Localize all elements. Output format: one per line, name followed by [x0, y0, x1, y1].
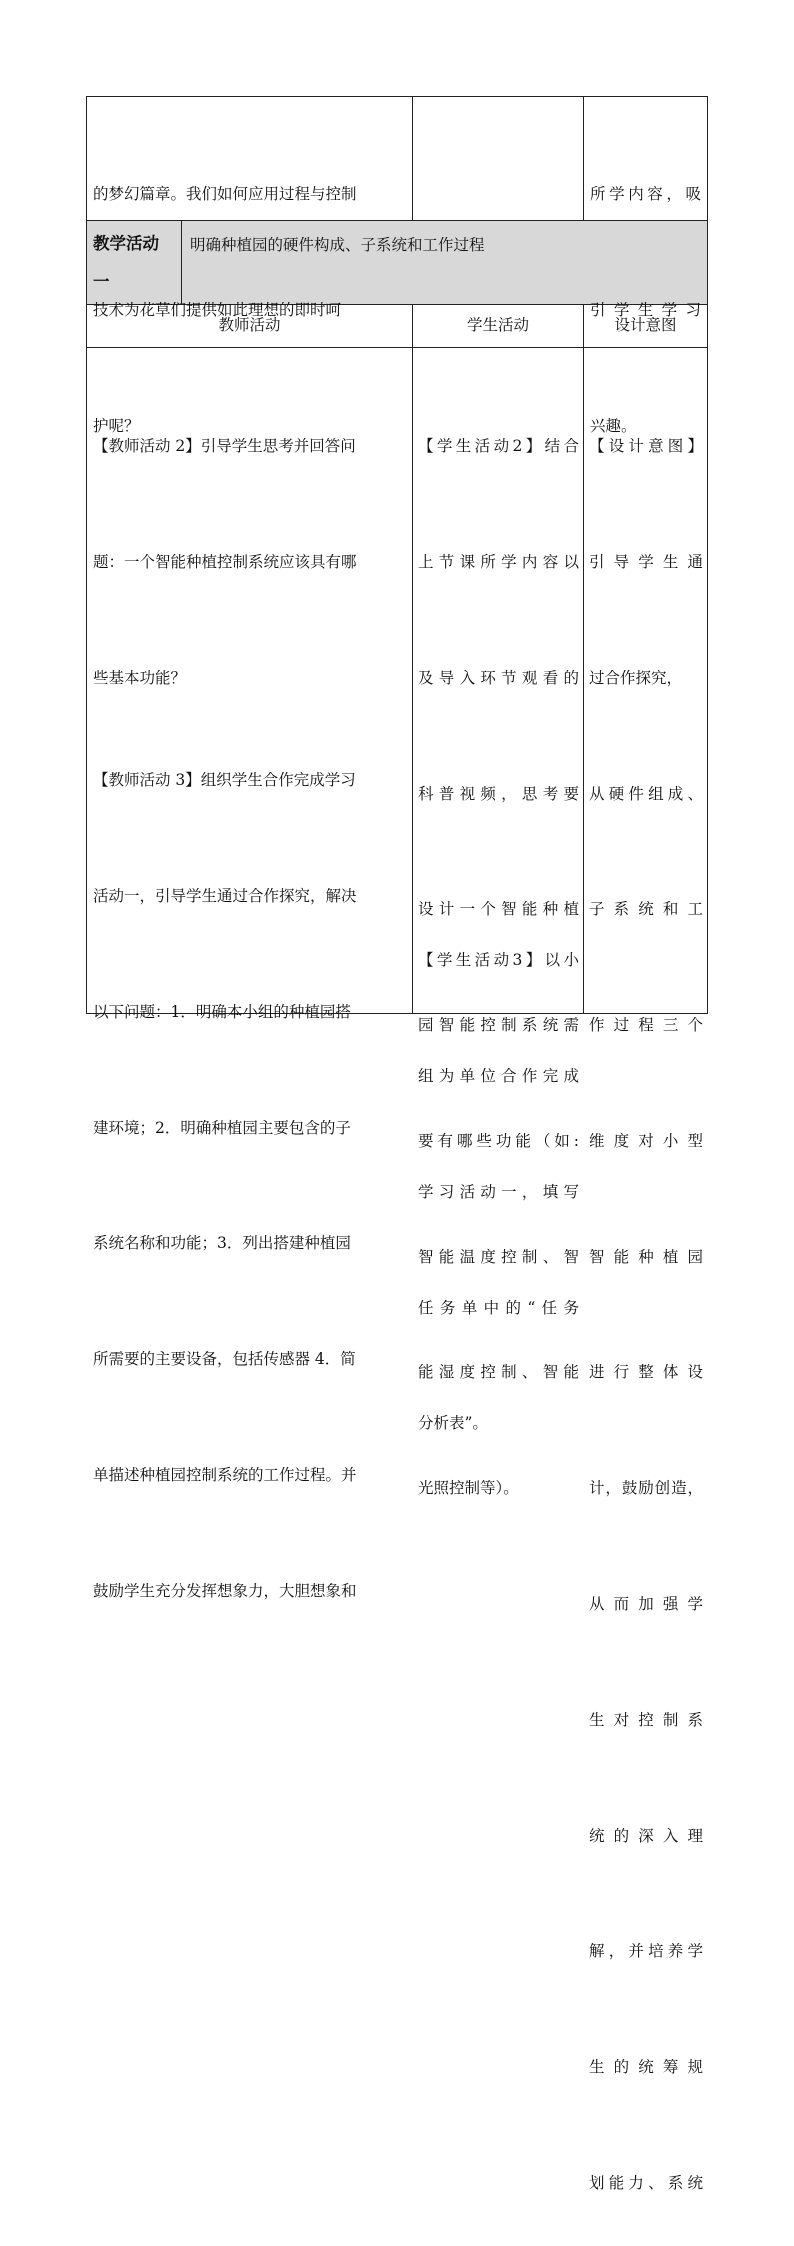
teacher-line: 系统名称和功能；3．列出搭建种植园: [93, 1234, 351, 1253]
intent-line: 划能力、系统: [589, 2173, 703, 2192]
student-line: 能湿度控制、智能: [418, 1363, 579, 1382]
activity-title-line: 一: [93, 272, 110, 291]
intent-line: 计，鼓励创造，: [589, 1479, 703, 1498]
student-line: 上节课所学内容以: [418, 552, 579, 571]
student-line: 园智能控制系统需: [418, 1016, 579, 1035]
teacher-line: 鼓励学生充分发挥想象力，大胆想象和: [93, 1581, 357, 1600]
student-activity-3: [413, 862, 583, 1520]
top-right-line: 所学内容，吸: [590, 185, 701, 204]
student-line: 【学生活动2】结合: [418, 437, 579, 456]
student-line: 光照控制等）。: [418, 1479, 519, 1498]
intent-line: 引导学生通: [589, 552, 703, 571]
student-line: 任务单中的“任务: [418, 1298, 579, 1317]
activity-title: [87, 221, 181, 301]
table-border-right: [707, 96, 708, 1014]
intent-line: 从硬件组成、: [589, 784, 703, 803]
top-right-line: 兴趣。: [590, 416, 637, 435]
student-line: 分析表”。: [418, 1414, 488, 1433]
header-intent: 设计意图: [614, 316, 677, 334]
student-line: 要有哪些功能（如:: [418, 1131, 579, 1150]
intent-line: 生对控制系: [589, 1710, 703, 1729]
intent-line: 【设计意图】: [589, 437, 703, 456]
intent-line: 从而加强学: [589, 1595, 703, 1613]
column-divider: [412, 96, 413, 220]
intent-line: 统的深入理: [589, 1826, 703, 1845]
teacher-line: 题：一个智能种植控制系统应该具有哪: [93, 552, 357, 571]
student-line: 及导入环节观看的: [418, 668, 579, 687]
top-left-line: 技术为花草们提供如此理想的即时呵: [93, 300, 342, 319]
teacher-line: 些基本功能？: [93, 668, 187, 687]
student-line: 学习活动一，填写: [418, 1182, 579, 1201]
student-line: 组为单位合作完成: [418, 1066, 579, 1085]
activity-title-line: 教学活动: [93, 234, 159, 253]
design-intent: [584, 348, 707, 2246]
lesson-plan-table: [86, 96, 708, 2192]
intent-line: 生的统筹规: [589, 2058, 703, 2077]
teacher-line: 以下问题：1．明确本小组的种植园搭: [93, 1002, 351, 1021]
intent-line: 智能种植园: [589, 1247, 703, 1266]
activity-description: 明确种植园的硬件构成、子系统和工作过程: [190, 236, 485, 254]
student-line: 【学生活动3】以小: [418, 951, 579, 970]
teacher-line: 建环境；2．明确种植园主要包含的子: [93, 1118, 351, 1137]
intent-line: 维度对小型: [589, 1131, 703, 1150]
header-teacher: 教师活动: [218, 316, 281, 334]
teacher-line: 【教师活动 3】组织学生合作完成学习: [93, 771, 356, 790]
student-line: 设计一个智能种植: [418, 900, 579, 919]
top-left-line: 的梦幻篇章。我们如何应用过程与控制: [93, 185, 357, 204]
teacher-activity-3: [87, 682, 412, 1687]
header-student: 学生活动: [466, 316, 529, 334]
top-right-line: 引学生学习: [590, 300, 701, 319]
student-line: 科普视频，思考要: [418, 784, 579, 803]
teacher-line: 所需要的主要设备，包括传感器 4．简: [93, 1350, 356, 1369]
teacher-line: 单描述种植园控制系统的工作过程。并: [93, 1465, 357, 1484]
intent-line: 子系统和工: [589, 900, 703, 919]
intent-line: 作过程三个: [589, 1016, 703, 1035]
intent-line: 进行整体设: [589, 1363, 703, 1382]
intent-line: 过合作探究，: [589, 668, 683, 687]
student-line: 智能温度控制、智: [418, 1247, 579, 1266]
intent-line: 解，并培养学: [589, 1942, 703, 1961]
teacher-line: 【教师活动 2】引导学生思考并回答问: [93, 437, 356, 456]
teacher-line: 活动一，引导学生通过合作探究，解决: [93, 886, 357, 905]
top-left-line: 护呢？: [93, 416, 140, 435]
